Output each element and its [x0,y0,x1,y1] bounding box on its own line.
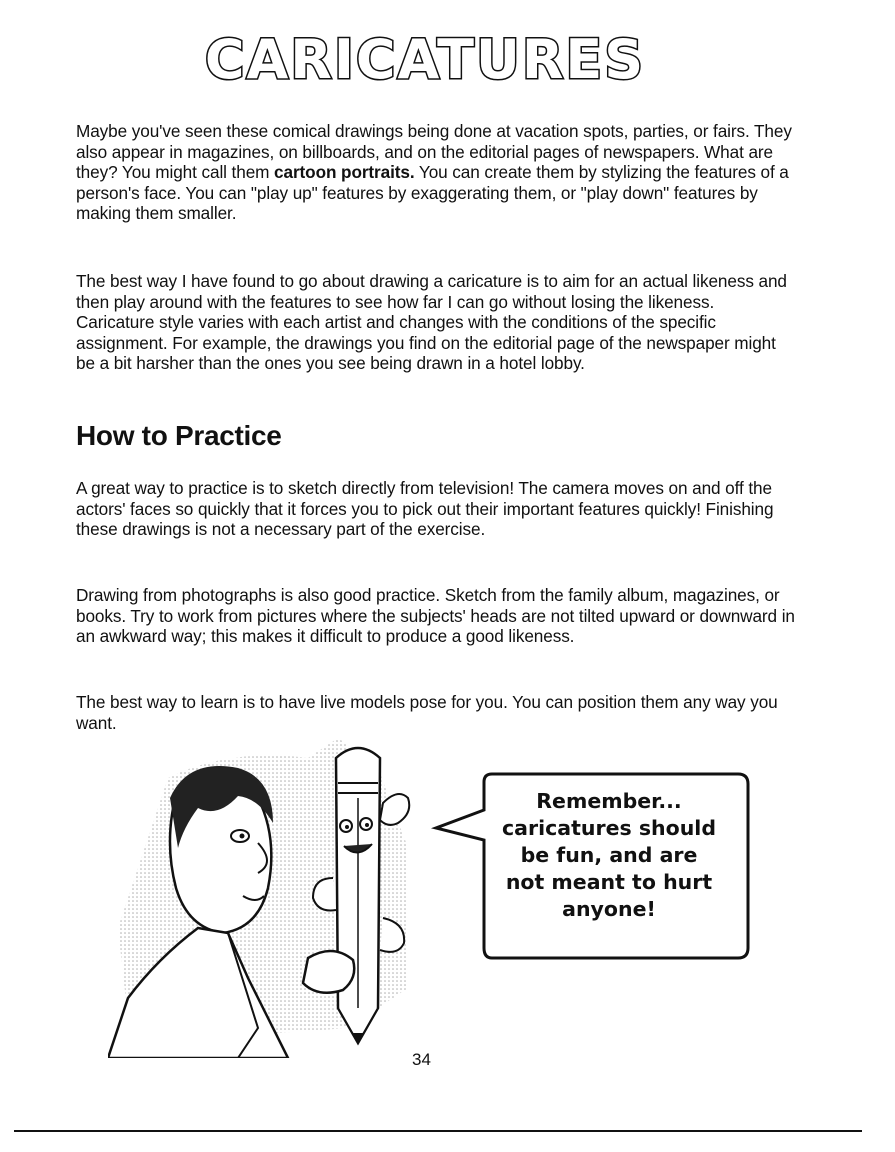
callout-line-2: caricatures should [501,816,717,840]
title-text: CARICATURES [204,28,646,91]
callout-line-4: not meant to hurt [505,870,713,894]
page-number: 34 [412,1050,431,1069]
callout-line-1: Remember... [536,789,682,813]
cartoonist-and-pencil-illustration [108,728,468,1058]
p1-text-b: You can create them by stylizing the features of a person's face. You can "play up" features by exaggerating them, or "play down" features by making them smaller. [76,162,789,224]
practice-paragraph-3: The best way to learn is to have live models pose for you. You can position them any way you want. [76,692,778,733]
callout-line-5: anyone! [562,897,656,921]
intro-paragraph-1 [76,121,796,224]
section-heading: How to Practice [76,420,282,451]
callout-line-3: be fun, and are [520,843,698,867]
callout-message [478,788,740,923]
intro-paragraph-2: The best way I have found to go about drawing a caricature is to aim for an actual likeness and then play around with the features to see how far I can go without losing the likeness. Caricature style varies with each artist and changes with the conditions of the specific assignment. For example, the drawings you find on the editorial page of the newspaper might be a bit harsher than the ones you see being drawn in a hotel lobby. [76,271,787,374]
practice-paragraph-2: Drawing from photographs is also good practice. Sketch from the family album, magazines, or books. Try to work from pictures where the subjects' heads are not tilted upward or downward in an awkward way; this makes it difficult to produce a good likeness. [76,585,795,647]
p1-bold-term: cartoon portraits. [274,162,415,183]
p1-text-a: Maybe you've seen these comical drawings being done at vacation spots, parties, or fairs. They also appear in magazines, on billboards, and on the editorial pages of newspapers. What are they? You might call them [76,121,792,183]
title-lettering [165,20,685,92]
footer-rule [14,1130,862,1132]
practice-paragraph-1: A great way to practice is to sketch directly from television! The camera moves on and off the actors' faces so quickly that it forces you to pick out their important features quickly! Finishing these drawings is not a necessary part of the exercise. [76,478,774,540]
